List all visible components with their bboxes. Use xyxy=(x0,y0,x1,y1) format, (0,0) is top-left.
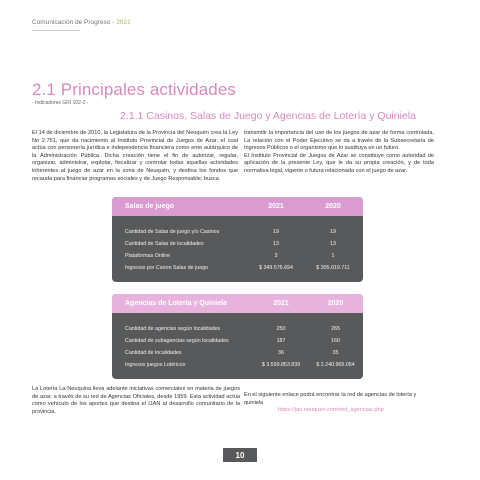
cell-2020: 35 xyxy=(332,350,339,356)
header-year: 2021 xyxy=(116,19,131,26)
table-row xyxy=(112,335,363,347)
agencies-link[interactable]: https://jan.neuquen.com/red_agencias.php xyxy=(278,407,384,414)
bottom-right-text xyxy=(244,392,436,415)
header-separator: - xyxy=(110,19,117,26)
cell-2020: 13 xyxy=(330,241,336,247)
agencies-link-intro: En el siguiente enlace podrá encontrar la red de agencias de lotería y quiniela xyxy=(244,392,417,406)
cell-2021: 3 xyxy=(274,253,278,259)
cell-2020: $ 305.019.711 xyxy=(316,265,350,271)
running-header xyxy=(32,19,131,26)
cell-2020: 265 xyxy=(331,326,340,332)
table-row xyxy=(112,238,363,250)
row-label: Ingresos juegos Lotéricos xyxy=(125,362,186,368)
table-header xyxy=(112,197,363,216)
cell-2020: 19 xyxy=(330,229,336,235)
row-label: Cantidad de Salas de localidades xyxy=(125,241,204,247)
cell-2021: 250 xyxy=(276,326,286,332)
agencias-table xyxy=(112,294,363,379)
row-label: Cantidad de Salas de juego y/o Casinos xyxy=(125,229,220,235)
table-row xyxy=(112,347,363,359)
table-row xyxy=(112,323,363,335)
header-cell: 2020 xyxy=(325,203,341,210)
gri-indicators: - Indicadores GRI 102-2 - xyxy=(32,100,89,106)
table-header xyxy=(112,294,363,313)
header-cell: 2021 xyxy=(268,203,284,210)
header-cell: Salas de juego xyxy=(125,203,175,210)
cell-2021: 36 xyxy=(278,350,284,356)
page-number: 10 xyxy=(223,448,257,462)
row-label: Cantidad de localidades xyxy=(125,350,182,356)
salas-table xyxy=(112,197,363,282)
header-cell: Agencias de Lotería y Quiniela xyxy=(125,300,227,307)
cell-2020: $ 2.240.965.054 xyxy=(316,362,355,368)
lottery-paragraph: La Lotería La Neuquina lleva adelante iniciativas comerciales en materia de juegos de azar, a través de su red de Agencias Oficiales, desde 1959. Esta actividad actúa como vehículo de los aportes que destina el IJAN al desarrollo comunitario de la provincia. xyxy=(32,386,240,415)
header-text: Comunicación de Progreso xyxy=(32,19,111,26)
cell-2021: $ 3.599.853.839 xyxy=(261,362,301,368)
table-row xyxy=(112,226,363,238)
row-label: Cantidad de subagencias según localidades xyxy=(125,338,229,344)
left-column-text: El 14 de diciembre de 2010, la Legislatura de la Provincia del Neuquén crea la Ley No 2.751, que da nacimiento al Instituto Provincial de Juegos de Azar, el cual actúa con personería jurídica e independencia financiera como ente autárquico de la Administración Pública. Dicha creación tiene el fin de autorizar, regular, organizar, administrar, explotar, fiscalizar y controlar todas aquellas actividades inherentes al juego de azar en la zona de Neuquén, y destina los fondos que recauda para financiar programas sociales y de Juego Responsable; busca xyxy=(32,130,238,182)
cell-2020: 1 xyxy=(331,253,335,259)
cell-2021: 187 xyxy=(276,338,286,344)
header-cell: 2021 xyxy=(273,300,289,307)
right-column-para-2: El Instituto Provincial de Juegos de Azar se constituye como autoridad de aplicación de la presente Ley, que le da su propia creación, y de toda normativa legal, vigente o futura relacionada con el juego de azar. xyxy=(244,152,434,174)
cell-2021: 19 xyxy=(273,229,279,235)
cell-2021: $ 349.576.694 xyxy=(259,265,293,271)
cell-2020: 160 xyxy=(331,338,340,344)
header-divider xyxy=(32,30,80,31)
page-title: 2.1 Principales actividades xyxy=(32,80,236,99)
table-row xyxy=(112,262,363,274)
cell-2021: 13 xyxy=(273,241,279,247)
bottom-left-text xyxy=(32,386,240,416)
row-label: Ingresos por Canon Salas de juego xyxy=(125,265,209,271)
section-subtitle: 2.1.1 Casinos, Salas de Juego y Agencias de Lotería y Quiniela xyxy=(120,110,416,122)
left-column xyxy=(32,130,238,183)
header-cell: 2020 xyxy=(327,300,344,307)
row-label: Plataformas Online xyxy=(125,253,171,259)
table-row xyxy=(112,250,363,262)
right-column-para-1: transmitir la importancia del uso de los juegos de azar de forma controlada. La relación con el Poder Ejecutivo se da a través de la Subsecretaría de Ingresos Públicos o el organismo que lo sustituya en un futuro. xyxy=(244,130,434,152)
row-label: Cantidad de agencias según localidades xyxy=(125,326,221,332)
table-row xyxy=(112,359,363,371)
right-column xyxy=(244,130,434,176)
